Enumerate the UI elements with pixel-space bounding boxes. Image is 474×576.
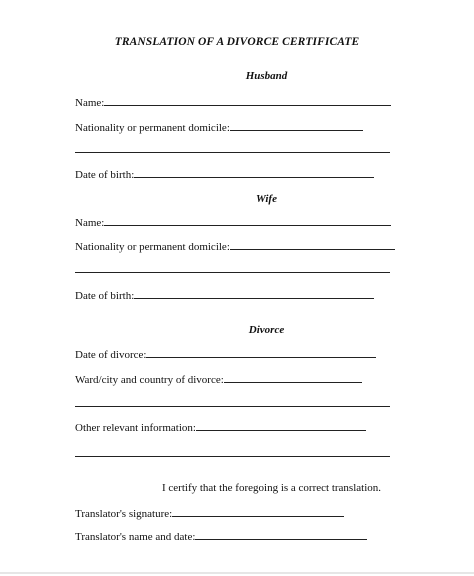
wife-nationality-field[interactable] <box>75 239 395 254</box>
wife-dob-field[interactable] <box>75 288 374 303</box>
fill-in-blank <box>172 506 344 517</box>
divorce-other-info-field[interactable] <box>75 420 366 435</box>
husband-nationality-field[interactable] <box>75 120 363 135</box>
page-bottom-edge <box>0 572 474 574</box>
field-label: Other relevant information: <box>75 422 196 434</box>
field-label: Nationality or permanent domicile: <box>75 122 230 134</box>
section-heading-divorce: Divorce <box>248 324 285 336</box>
page-title: TRANSLATION OF A DIVORCE CERTIFICATE <box>114 36 360 48</box>
field-label: Date of birth: <box>75 290 135 302</box>
fill-in-blank <box>134 167 374 178</box>
fill-in-blank <box>134 288 374 299</box>
field-label: Name: <box>75 97 105 109</box>
certification-statement: I certify that the foregoing is a correct translation. <box>162 482 381 494</box>
field-label: Date of divorce: <box>75 349 147 361</box>
fill-in-blank <box>104 215 391 226</box>
section-heading-husband: Husband <box>245 70 288 82</box>
blank-line[interactable] <box>75 456 390 457</box>
field-label: Translator's signature: <box>75 508 173 520</box>
fill-in-blank <box>146 347 376 358</box>
divorce-location-field[interactable] <box>75 372 362 387</box>
field-label: Ward/city and country of divorce: <box>75 374 224 386</box>
blank-line[interactable] <box>75 272 390 273</box>
husband-name-field[interactable] <box>75 95 391 110</box>
fill-in-blank <box>195 529 367 540</box>
blank-line[interactable] <box>75 406 390 407</box>
fill-in-blank <box>224 372 362 383</box>
section-heading-wife: Wife <box>256 193 277 205</box>
translator-name-date-field[interactable] <box>75 529 367 544</box>
fill-in-blank <box>230 239 395 250</box>
blank-line[interactable] <box>75 152 390 153</box>
translator-signature-field[interactable] <box>75 506 344 521</box>
husband-dob-field[interactable] <box>75 167 374 182</box>
divorce-date-field[interactable] <box>75 347 376 362</box>
field-label: Nationality or permanent domicile: <box>75 241 230 253</box>
wife-name-field[interactable] <box>75 215 391 230</box>
field-label: Translator's name and date: <box>75 531 196 543</box>
field-label: Date of birth: <box>75 169 135 181</box>
field-label: Name: <box>75 217 105 229</box>
fill-in-blank <box>230 120 363 131</box>
fill-in-blank <box>196 420 366 431</box>
fill-in-blank <box>104 95 391 106</box>
